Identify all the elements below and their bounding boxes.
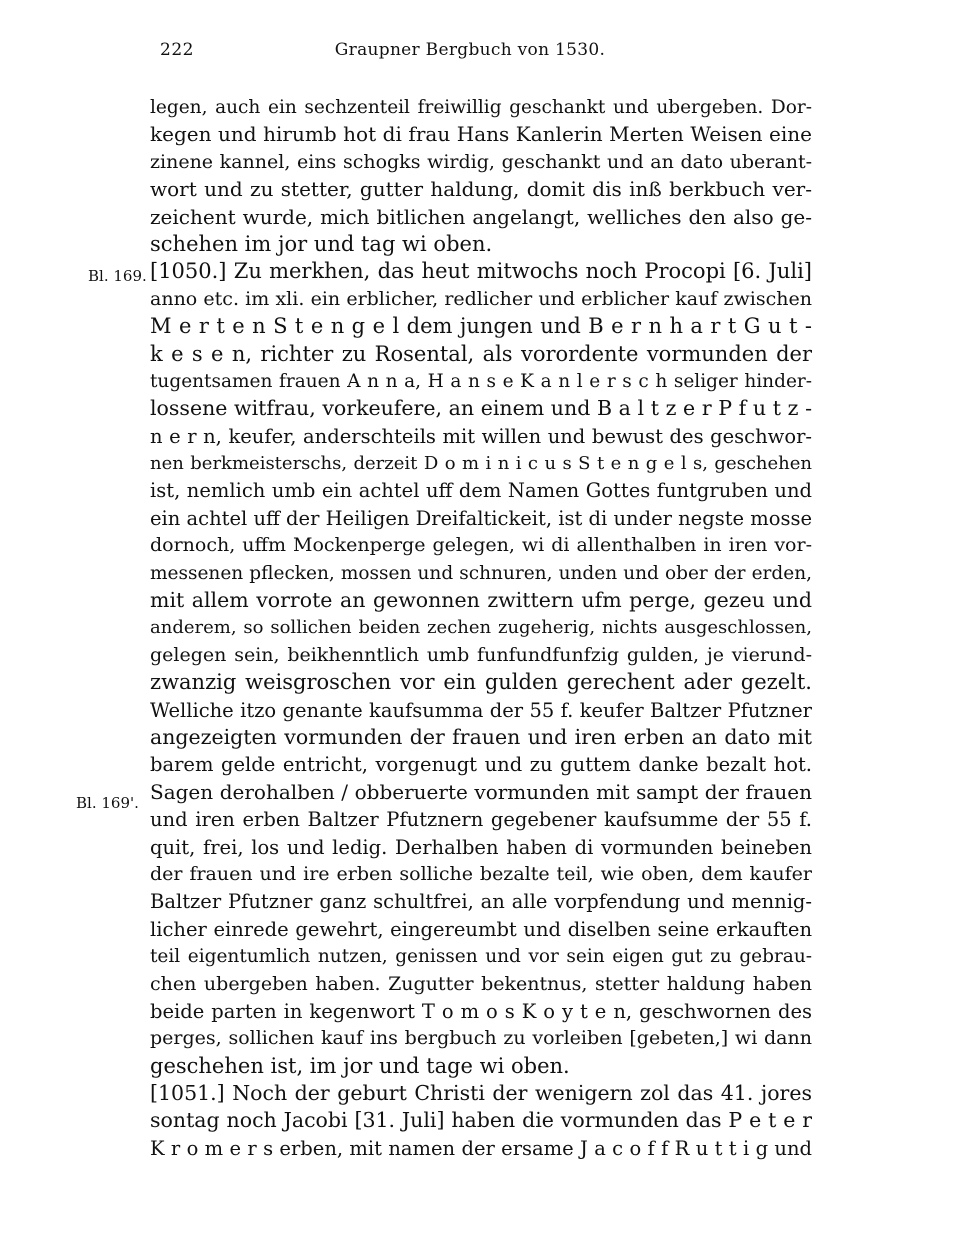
text-line: Welliche itzo genante kaufsumma der 55 f. keufer Baltzer Pfutzner [150,698,812,722]
text-line: anderem, so sollichen beiden zechen zugeherig, nichts ausgeschlossen, [150,617,812,639]
text-line: k e s e n, richter zu Rosental, als vorordente vormunden der [150,341,812,366]
text-line: lossene witfrau, vorkeufere, an einem und B a l t z e r P f u t z - [150,396,812,421]
text-line: dornoch, uffm Mockenperge gelegen, wi di allenthalben in iren vor- [150,534,812,557]
text-line: und iren erben Baltzer Pfutznern gegebener kaufsumme der 55 f. [150,808,812,832]
text-line: sontag noch Jacobi [31. Juli] haben die vormunden das P e t e r [150,1108,812,1133]
text-line: ist, nemlich umb ein achtel uff dem Namen Gottes funtgruben und [150,479,812,503]
margin-note-folio-169-verso: Bl. 169'. [76,794,139,812]
text-line: geschehen ist, im jor und tage wi oben. [150,1053,570,1078]
text-line: gelegen sein, beikhenntlich umb funfundfunfzig gulden, je vierund- [150,643,812,666]
page-number: 222 [160,40,194,60]
text-line: perges, sollichen kauf ins bergbuch zu vorleiben [gebeten,] wi dann [150,1027,812,1050]
running-title: Graupner Bergbuch von 1530. [334,40,606,60]
margin-note-folio-169: Bl. 169. [88,267,147,285]
text-line: angezeigten vormunden der frauen und iren erben an dato mit [150,724,812,749]
text-line: ein achtel uff der Heiligen Dreifaltickeit, ist di under negste mosse [150,506,812,530]
text-line: legen, auch ein sechzenteil freiwillig geschankt und ubergeben. Dor- [150,97,812,118]
text-line: K r o m e r s erben, mit namen der ersame J a c o f f R u t t i g und [150,1136,812,1160]
text-line: zwanzig weisgroschen vor ein gulden gerechent ader gezelt. [150,670,812,695]
text-line: messenen pflecken, mossen und schnuren, unden und ober der erden, [150,562,812,584]
text-line: zinene kannel, eins schogks wirdig, geschankt und an dato uberant- [150,150,812,173]
text-line: M e r t e n S t e n g e l dem jungen und B e r n h a r t G u t - [150,314,812,339]
text-line: schehen im jor und tag wi oben. [150,231,493,256]
entry-1050-start: [1050.] Zu merkhen, das heut mitwochs noch Procopi [6. Juli] [150,259,812,284]
text-line: Sagen derohalben / obberuerte vormunden mit sampt der frauen [150,779,812,804]
text-line: n e r n, keufer, anderschteils mit willen und bewust des geschwor- [150,424,812,448]
body-text [150,94,812,1162]
text-line: der frauen und ire erben solliche bezalte teil, wie oben, dem kaufer [150,862,812,885]
text-line: beide parten in kegenwort T o m o s K o y t e n, geschwornen des [150,999,812,1023]
text-line: teil eigentumlich nutzen, genissen und vor sein eigen gut zu gebrau- [150,946,812,968]
text-line: anno etc. im xli. ein erblicher, redlicher und erblicher kauf zwischen [150,287,812,310]
text-line: kegen und hirumb hot di frau Hans Kanlerin Merten Weisen eine [150,122,812,147]
text-line: tugentsamen frauen A n n a, H a n s e K a n l e r s c h seliger hinder- [150,370,812,392]
text-line: mit allem vorrote an gewonnen zwittern ufm perge, gezeu und [150,588,812,613]
text-line: licher einrede gewehrt, eingereumbt und diselben seine erkauften [150,917,812,941]
text-line: wort und zu stetter, gutter haldung, domit dis inß berkbuch ver- [150,177,812,202]
text-line: nen berkmeisterschs, derzeit D o m i n i c u s S t e n g e l s, geschehen [150,453,812,475]
text-line: Baltzer Pfutzner ganz schultfrei, an alle vorpfendung und mennig- [150,890,812,914]
text-line: zeichent wurde, mich bitlichen angelangt, welliches den also ge- [150,204,812,229]
entry-1051-start: [1051.] Noch der geburt Christi der wenigern zol das 41. jores [150,1081,812,1106]
text-line: quit, frei, los und ledig. Derhalben haben di vormunden beineben [150,835,812,859]
text-line: chen ubergeben haben. Zugutter bekentnus, stetter haldung haben [150,972,812,995]
page-header [150,40,790,70]
text-line: barem gelde entricht, vorgenugt und zu guttem danke bezalt hot. [150,753,812,777]
